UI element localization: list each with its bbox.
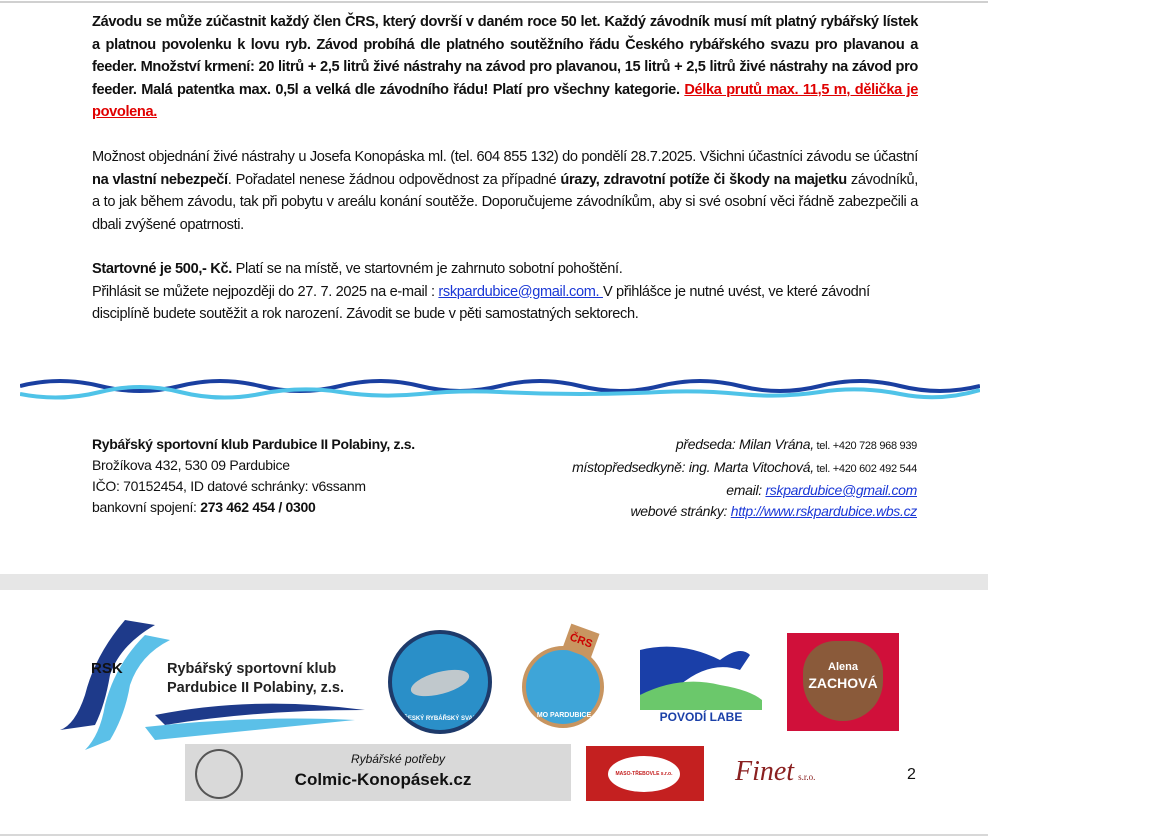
page-number: 2 [907, 766, 916, 783]
text: V přihlášce je nutné uvést, ve které závodní disciplíně budete soutěžit a rok narození. Závodit se bude v pěti samostatných sektorech. [92, 283, 870, 323]
text: Možnost objednání živé nástrahy u Josefa Konopáska ml. (tel. 604 855 132) do pondělí 28.7.2025. Všichni účastníci závodu se účastní [92, 149, 918, 165]
crs-label: ČRS [562, 624, 599, 659]
bank-account: 273 462 454 / 0300 [200, 499, 316, 515]
text: Platí se na místě, ve startovném je zahrnuto sobotní pohoštění. [231, 261, 623, 277]
chairman: předseda: Milan Vrána, [675, 436, 814, 452]
entry-fee: Startovné je 500,- Kč. [92, 261, 232, 277]
bait-paragraph [92, 146, 918, 236]
fish-icon [408, 665, 472, 702]
fee-paragraph [92, 258, 918, 326]
own-risk: na vlastní nebezpečí [92, 171, 228, 188]
text: závodníků, a to jak během závodu, tak při pobytu v areálu konání soutěže. Doporučujeme závodníkům, aby si své osobní věci řádně zabezpečili a dbali zvýšené opatrnosti. [92, 171, 918, 233]
website-link[interactable]: http://www.rskpardubice.wbs.cz [730, 503, 917, 519]
email-link[interactable]: rskpardubice@gmail.com. [438, 283, 603, 300]
rod-length-note: Délka prutů max. 11,5 m, dělička je povolena. [92, 81, 918, 121]
povodi-labe-logo [640, 640, 762, 730]
crs-badge-logo [388, 630, 492, 734]
colmic-subtitle: Rybářské potřeby [350, 752, 446, 766]
footer-email-link[interactable]: rskpardubice@gmail.com [765, 482, 917, 498]
mo-pardubice-logo [522, 628, 604, 732]
rules-text: Závodu se může zúčastnit každý člen ČRS, který dovrší v daném roce 50 let. Každý závodník musí mít platný rybářský lístek a platnou povolenku k lovu ryb. Závod probíhá dle platného soutěžního řádu Českého rybářského svazu pro plavanou a feeder. Množství krmení: 20 litrů + 2,5 litrů živé nástrahy na závod pro plavanou, 15 litrů + 2,5 litrů živé nástrahy na závod pro feeder. Malá patentka max. 0,5l a velká dle závodního řádu! Platí pro všechny kategorie. [92, 14, 918, 98]
footer-contacts [440, 434, 917, 522]
club-ico: IČO: 70152454, ID datové schránky: v6ssanm [92, 478, 366, 494]
rules-paragraph [92, 11, 918, 124]
page-separator [0, 574, 988, 590]
povodi-text: POVODÍ LABE [659, 710, 743, 724]
crs-text: ČESKÝ RYBÁŘSKÝ SVAZ [403, 716, 477, 722]
page-bottom-border [0, 834, 988, 836]
alena-zachova-logo [787, 633, 899, 731]
maso-text: MASO-TŘEBOVLE s.r.o. [608, 756, 680, 792]
text: . Pořadatel nenese žádnou odpovědnost za případné [227, 171, 561, 188]
mo-text: MO PARDUBICE [536, 712, 592, 719]
footer-club-info [92, 434, 415, 518]
finet-text: Finet [735, 756, 795, 787]
rsk-name-line2: Pardubice II Polabiny, z.s. [167, 680, 345, 696]
web-label: webové stránky: [630, 503, 731, 519]
rsk-logo [55, 615, 375, 755]
maso-trebovle-logo [586, 746, 704, 801]
colmic-konopasek-logo [185, 744, 571, 801]
vice-chair-phone: tel. +420 602 492 544 [813, 463, 917, 475]
page-top-border [0, 1, 988, 3]
finet-sro: s.r.o. [798, 772, 816, 782]
rsk-name-line1: Rybářský sportovní klub [167, 661, 337, 677]
email-label: email: [726, 482, 766, 498]
wave-divider [20, 372, 980, 412]
zachova-text: ZACHOVÁ [808, 675, 878, 691]
rsk-abbr: RSK [91, 660, 123, 677]
colmic-title: Colmic-Konopásek.cz [294, 770, 472, 789]
club-address: Brožíkova 432, 530 09 Pardubice [92, 457, 290, 473]
injury-note: úrazy, zdravotní potíže či škody na majetku [560, 171, 847, 188]
finet-logo [735, 756, 855, 796]
chairman-phone: tel. +420 728 968 939 [813, 440, 917, 452]
text: Přihlásit se můžete nejpozději do 27. 7. 2025 na e-mail : [92, 283, 439, 300]
vice-chair: místopředsedkyně: ing. Marta Vitochová, [572, 459, 814, 475]
bank-label: bankovní spojení: [92, 499, 201, 515]
alena-text: Alena [828, 661, 858, 673]
club-name: Rybářský sportovní klub Pardubice II Polabiny, z.s. [92, 436, 415, 452]
